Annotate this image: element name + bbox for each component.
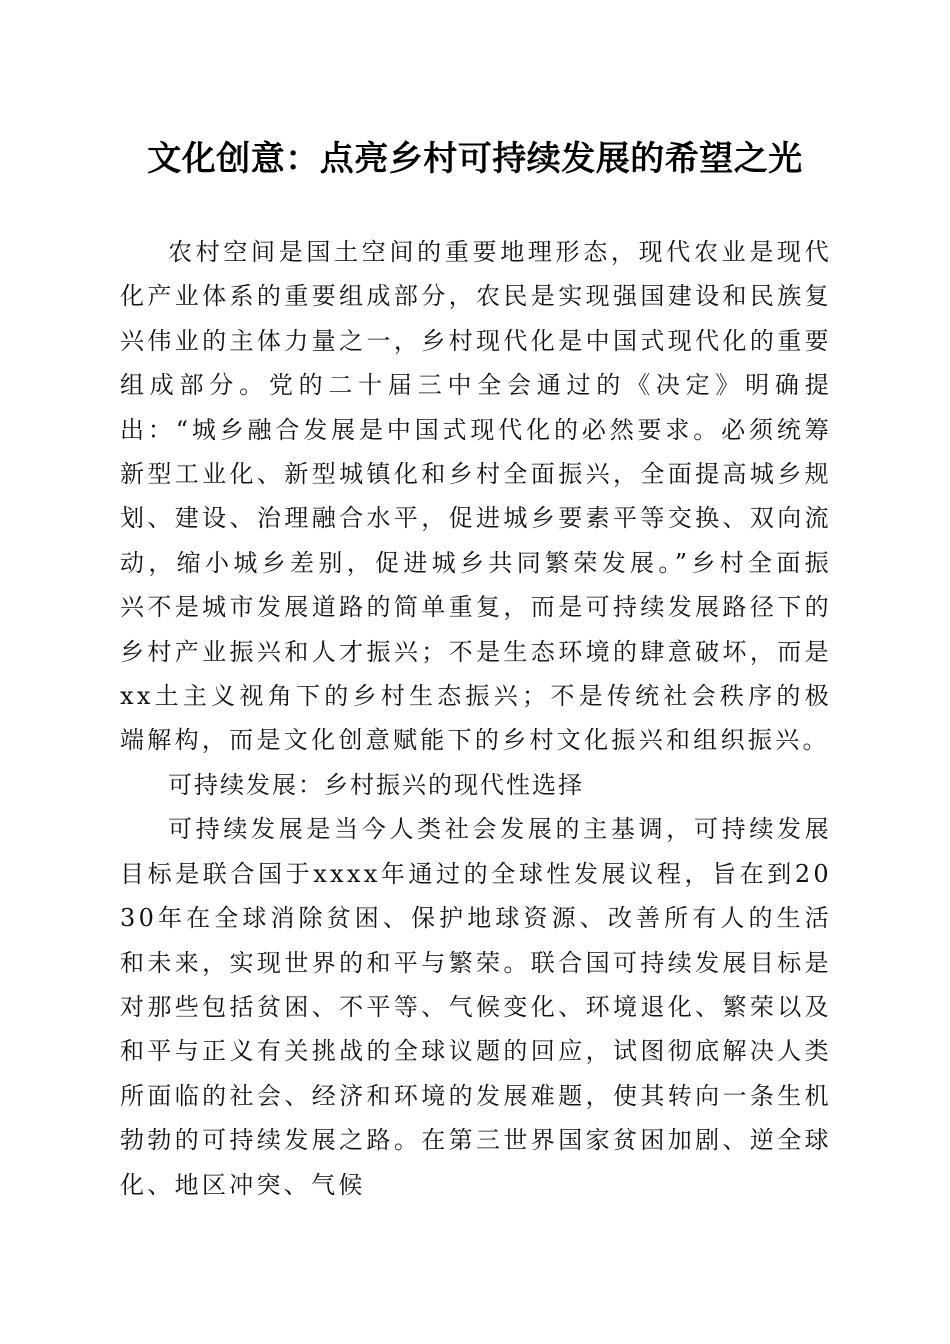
document-title: 文化创意：点亮乡村可持续发展的希望之光 bbox=[147, 139, 803, 179]
paragraph-intro: 农村空间是国土空间的重要地理形态，现代农业是现代化产业体系的重要组成部分，农民是实现强国建设和民族复兴伟业的主体力量之一，乡村现代化是中国式现代化的重要组成部分。党的二十届三中全会通过的《决定》明确提出：“城乡融合发展是中国式现代化的必然要求。必须统筹新型工业化、新型城镇化和乡村全面振兴，全面提高城乡规划、建设、治理融合水平，促进城乡要素平等交换、双向流动，缩小城乡差别，促进城乡共同繁荣发展。”乡村全面振兴不是城市发展道路的简单重复，而是可持续发展路径下的乡村产业振兴和人才振兴；不是生态环境的肆意破坏，而是xx土主义视角下的乡村生态振兴；不是传统社会秩序的极端解构，而是文化创意赋能下的乡村文化振兴和组织振兴。 bbox=[120, 238, 832, 755]
section-heading: 可持续发展：乡村振兴的现代性选择 bbox=[168, 770, 584, 799]
document-body bbox=[120, 230, 832, 1207]
paragraph-sustainable-development: 可持续发展是当今人类社会发展的主基调，可持续发展目标是联合国于xxxx年通过的全球性发展议程，旨在到2030年在全球消除贫困、保护地球资源、改善所有人的生活和未来，实现世界的和平与繁荣。联合国可持续发展目标是对那些包括贫困、不平等、气候变化、环境退化、繁荣以及和平与正义有关挑战的全球议题的回应，试图彻底解决人类所面临的社会、经济和环境的发展难题，使其转向一条生机勃勃的可持续发展之路。在第三世界国家贫困加剧、逆全球化、地区冲突、气候 bbox=[120, 815, 832, 1199]
